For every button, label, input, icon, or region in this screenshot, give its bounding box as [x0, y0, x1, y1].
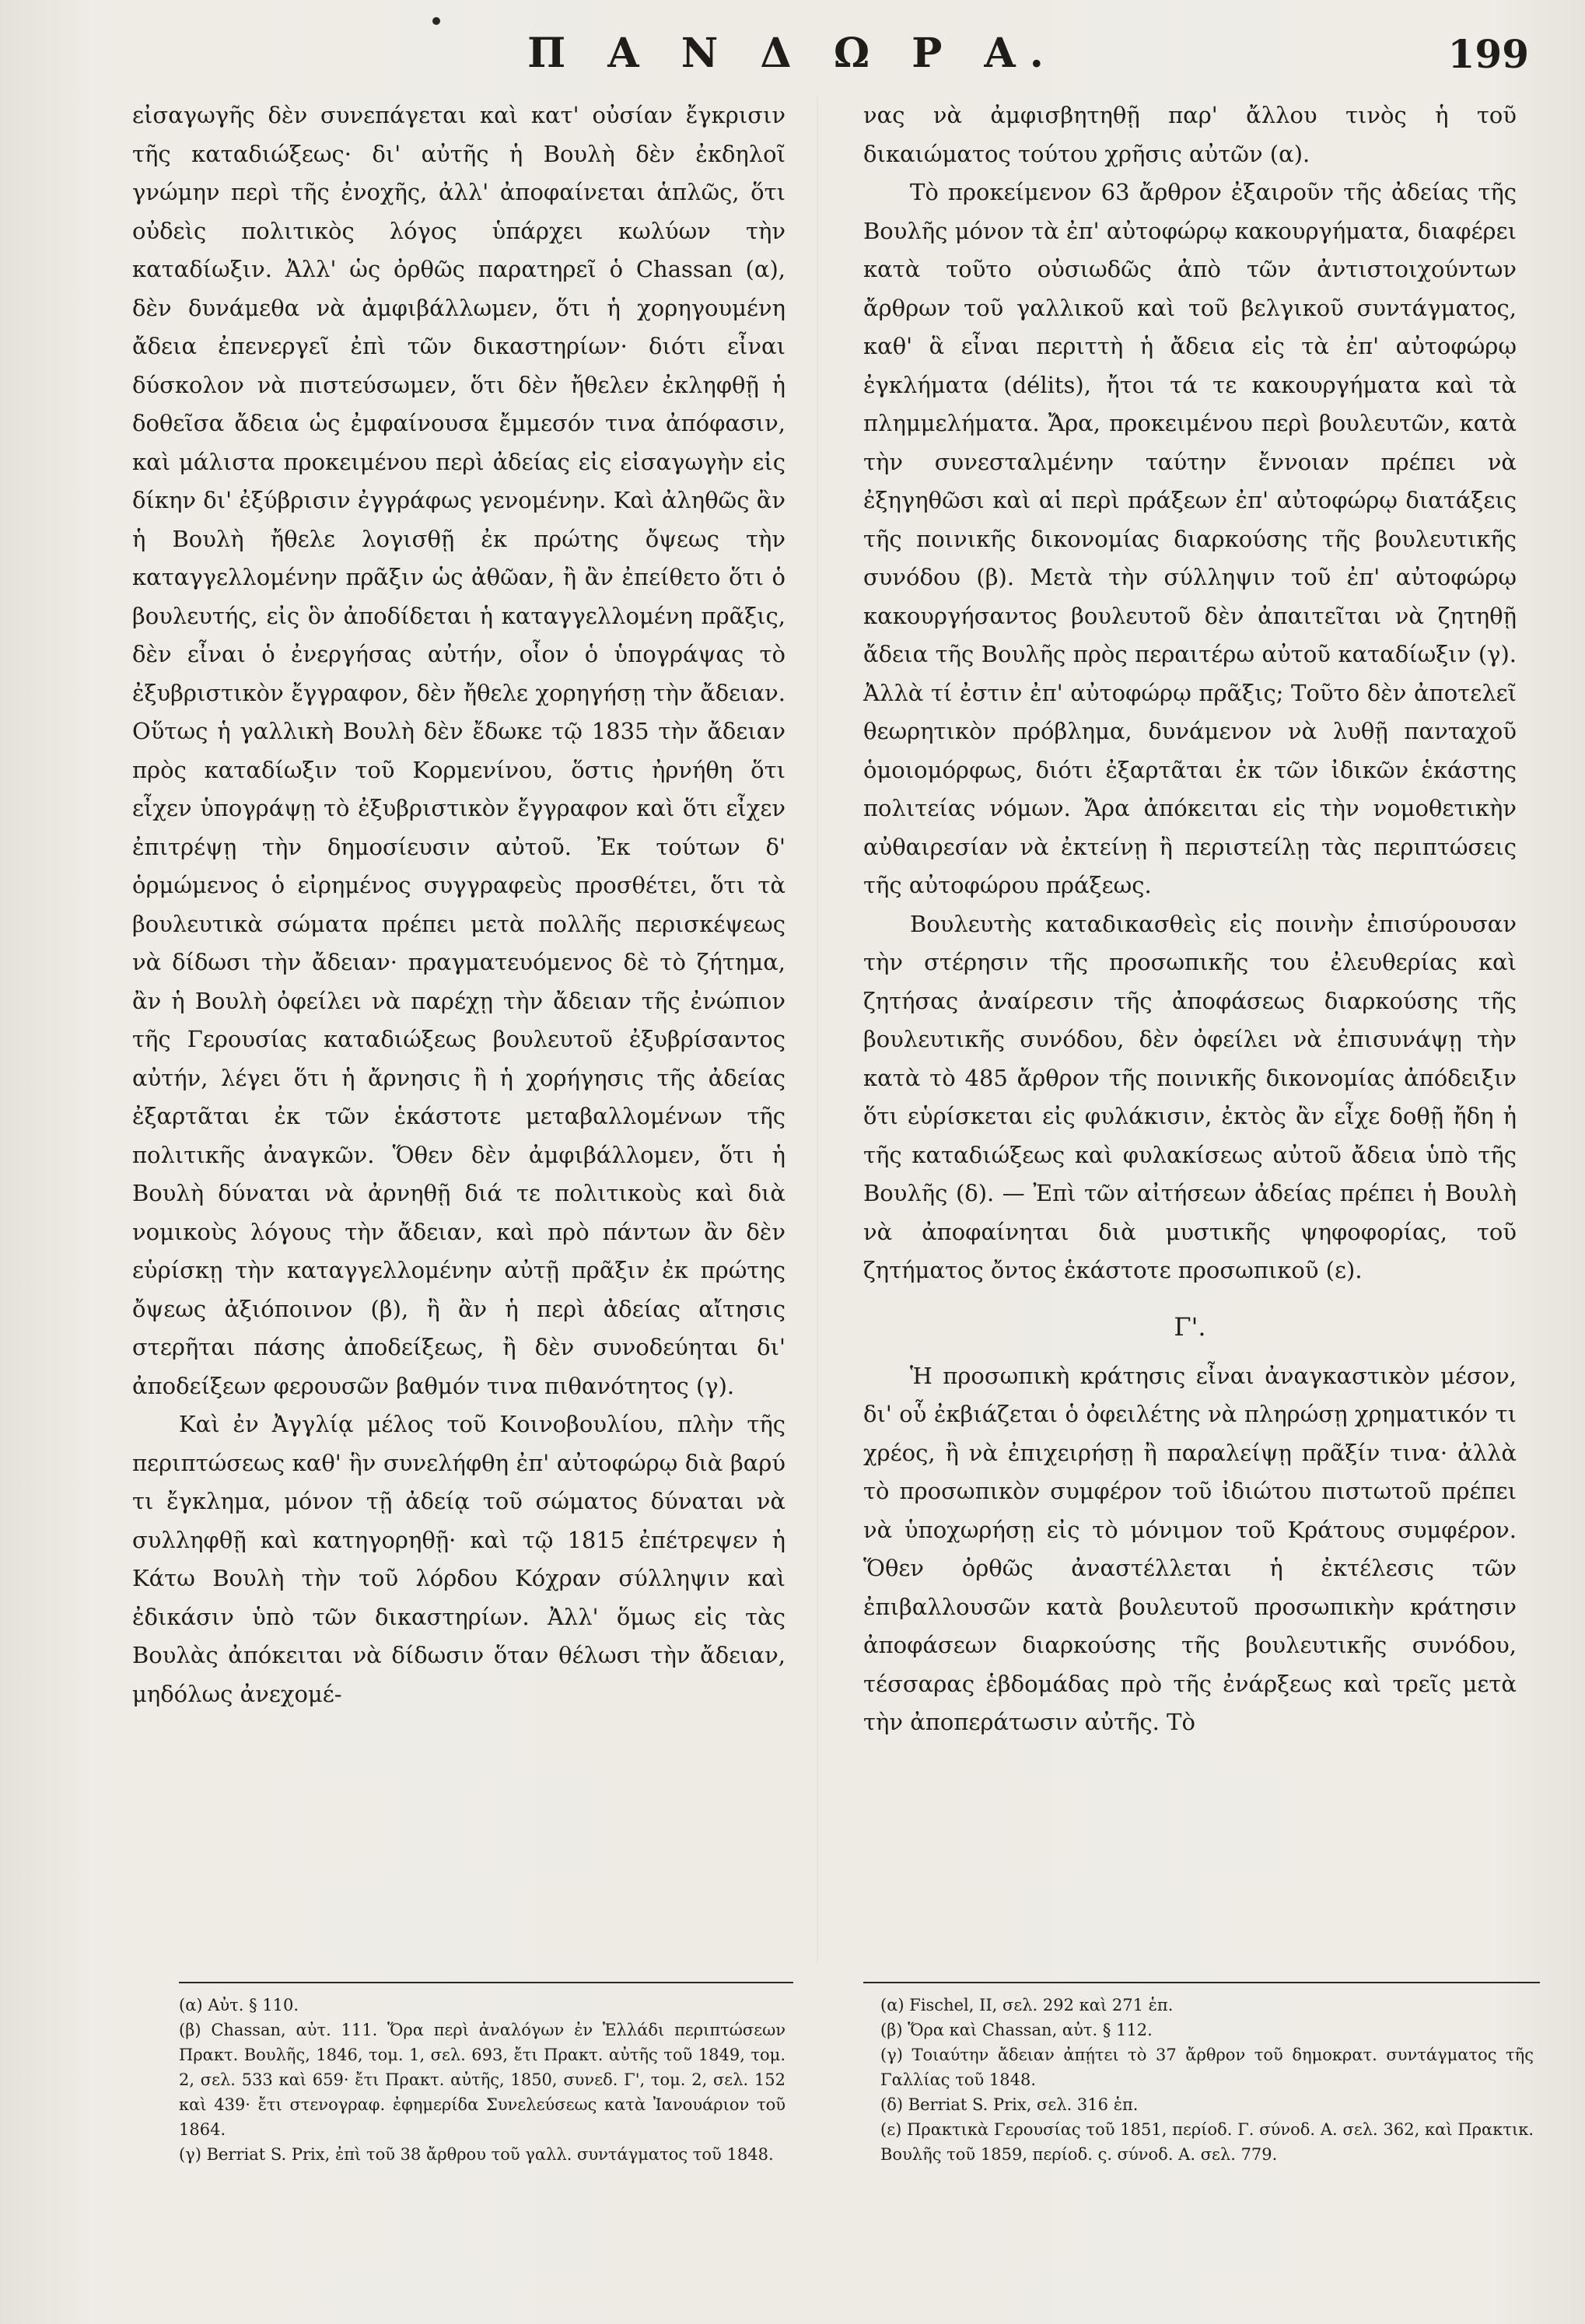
column-gutter — [817, 96, 818, 1963]
section-heading: Γ'. — [1174, 1311, 1206, 1342]
footnote-rule-right — [863, 1982, 1540, 1983]
footnote: (γ) Τοιαύτην ἄδειαν ἀπῄτει τὸ 37 ἄρθρον τοῦ δημοκρατ. συντάγματος τῆς Γαλλίας τοῦ 1848. — [880, 2046, 1534, 2089]
right-paragraph-2: Τὸ προκείμενον 63 ἄρθρον ἐξαιροῦν τῆς ἀδείας τῆς Βουλῆς μόνον τὰ ἐπ' αὐτοφώρῳ κακουργήματα, διαφέρει κατὰ τοῦτο οὐσιωδῶς ἀπὸ τῶν ἀντιστοιχούντων ἄρθρων τοῦ γαλλικοῦ καὶ τοῦ βελγικοῦ συντάγματος, καθ' ἃ εἶναι περιττὴ ἡ ἄδεια εἰς τὰ ἐπ' αὐτοφώρῳ ἐγκλήματα (délits), ἤτοι τά τε κακουργήματα καὶ τὰ πλημμελήματα. Ἄρα, προκειμένου περὶ βουλευτῶν, κατὰ τὴν συνεσταλμένην ταύτην ἔννοιαν πρέπει νὰ ἐξηγηθῶσι καὶ αἱ περὶ πράξεων ἐπ' αὐτοφώρῳ διατάξεις τῆς ποινικῆς δικονομίας διαρκούσης τῆς βουλευτικῆς συνόδου (β). Μετὰ τὴν σύλληψιν τοῦ ἐπ' αὐτοφώρῳ κακουργήσαντος βουλευτοῦ δὲν ἀπαιτεῖται νὰ ζητηθῇ ἄδεια τῆς Βουλῆς πρὸς περαιτέρω αὐτοῦ καταδίωξιν (γ). Ἀλλὰ τί ἐστιν ἐπ' αὐτοφώρῳ πρᾶξις; Τοῦτο δὲν ἀποτελεῖ θεωρητικὸν πρόβλημα, δυνάμενον νὰ λυθῇ πανταχοῦ ὁμοιομόρφως, διότι ἐξαρτᾶται ἐκ τῶν ἰδικῶν ἑκάστης πολιτείας νόμων. Ἄρα ἀπόκειται εἰς τὴν νομοθετικὴν αὐθαιρεσίαν νὰ ἐκτείνῃ ἢ περιστείλῃ τὰς περιπτώσεις τῆς αὐτοφώρου πράξεως. — [863, 179, 1517, 898]
left-paragraph-1: εἰσαγωγῆς δὲν συνεπάγεται καὶ κατ' οὐσίαν ἔγκρισιν τῆς καταδιώξεως· δι' αὐτῆς ἡ Βουλὴ δὲν ἐκδηλοῖ γνώμην περὶ τῆς ἐνοχῆς, ἀλλ' ἀποφαίνεται ἁπλῶς, ὅτι οὐδεὶς πολιτικὸς λόγος ὑπάρχει κωλύων τὴν καταδίωξιν. Ἀλλ' ὡς ὀρθῶς παρατηρεῖ ὁ Chassan (α), δὲν δυνάμεθα νὰ ἀμφιβάλλωμεν, ὅτι ἡ χορηγουμένη ἄδεια ἐπενεργεῖ ἐπὶ τῶν δικαστηρίων· διότι εἶναι δύσκολον νὰ πιστεύσωμεν, ὅτι δὲν ἤθελεν ἐκληφθῇ ἡ δοθεῖσα ἄδεια ὡς ἐμφαίνουσα ἔμμεσόν τινα ἀπόφασιν, καὶ μάλιστα προκειμένου περὶ ἀδείας εἰς εἰσαγωγὴν εἰς δίκην δι' ἐξύβρισιν ἐγγράφως γενομένην. Καὶ ἀληθῶς ἂν ἡ Βουλὴ ἤθελε λογισθῇ ἐκ πρώτης ὄψεως τὴν καταγγελλομένην πρᾶξιν ὡς ἀθῶαν, ἢ ἂν ἐπείθετο ὅτι ὁ βουλευτής, εἰς ὃν ἀποδίδεται ἡ καταγγελλομένη πρᾶξις, δὲν εἶναι ὁ ἐνεργήσας αὐτήν, οἷον ὁ ὑπογράψας τὸ ἐξυβριστικὸν ἔγγραφον, δὲν ἤθελε χορηγήσῃ τὴν ἄδειαν. Οὕτως ἡ γαλλικὴ Βουλὴ δὲν ἔδωκε τῷ 1835 τὴν ἄδειαν πρὸς καταδίωξιν τοῦ Κορμενίνου, ὅστις ἠρνήθη ὅτι εἶχεν ὑπογράψῃ τὸ ἐξυβριστικὸν ἔγγραφον καὶ ὅτι εἶχεν ἐπιτρέψῃ τὴν δημοσίευσιν αὐτοῦ. Ἐκ τούτων δ' ὁρμώμενος ὁ εἰρημένος συγγραφεὺς προσθέτει, ὅτι τὰ βουλευτικὰ σώματα πρέπει μετὰ πολλῆς περισκέψεως νὰ δίδωσι τὴν ἄδειαν· πραγματευόμενος δὲ τὸ ζήτημα, ἂν ἡ Βουλὴ ὀφείλει νὰ παρέχῃ τὴν ἄδειαν τῆς ἐνώπιον τῆς Γερουσίας καταδιώξεως βουλευτοῦ ἐξυβρίσαντος αὐτήν, λέγει ὅτι ἡ ἄρνησις ἢ ἡ χορήγησις τῆς ἀδείας ἐξαρτᾶται ἐκ τῶν ἑκάστοτε μεταβαλλομένων τῆς πολιτικῆς ἀναγκῶν. Ὅθεν δὲν ἀμφιβάλλομεν, ὅτι ἡ Βουλὴ δύναται νὰ ἀρνηθῇ διά τε πολιτικοὺς καὶ διὰ νομικοὺς λόγους τὴν ἄδειαν, καὶ πρὸ πάντων ἂν δὲν εὑρίσκῃ τὴν καταγγελλομένην αὐτῇ πρᾶξιν ἐκ πρώτης ὄψεως ἀξιόποινον (β), ἢ ἂν ἡ περὶ ἀδείας αἴτησις στερῆται πάσης ἀποδείξεως, ἢ δὲν συνοδεύηται δι' ἀποδείξεων φερουσῶν βαθμόν τινα πιθανότητος (γ). — [132, 102, 786, 1399]
footnotes-right — [880, 1993, 1534, 2167]
footnote: (α) Fischel, II, σελ. 292 καὶ 271 ἑπ. — [880, 1996, 1174, 2014]
footnote: (γ) Berriat S. Prix, ἐπὶ τοῦ 38 ἄρθρου τοῦ γαλλ. συντάγματος τοῦ 1848. — [179, 2145, 774, 2164]
left-column — [132, 96, 786, 1713]
footnote: (α) Αὐτ. § 110. — [179, 1996, 299, 2014]
right-column — [863, 96, 1517, 1742]
footnote: (β) Ὅρα καὶ Chassan, αὐτ. § 112. — [880, 2021, 1153, 2039]
right-section-paragraph-1: Ἡ προσωπικὴ κράτησις εἶναι ἀναγκαστικὸν μέσον, δι' οὗ ἐκβιάζεται ὁ ὀφειλέτης νὰ πληρώσῃ χρηματικόν τι χρέος, ἢ νὰ ἐπιχειρήσῃ ἢ παραλείψῃ πρᾶξίν τινα· ἀλλὰ τὸ προσωπικὸν συμφέρον τοῦ ἰδιώτου πιστωτοῦ πρέπει νὰ ὑποχωρήσῃ εἰς τὸ μόνιμον τοῦ Κράτους συμφέρον. Ὅθεν ὀρθῶς ἀναστέλλεται ἡ ἐκτέλεσις τῶν ἐπιβαλλουσῶν κατὰ βουλευτοῦ προσωπικὴν κράτησιν ἀποφάσεων διαρκούσης τῆς βουλευτικῆς συνόδου, τέσσαρας ἑβδομάδας πρὸ τῆς ἐνάρξεως καὶ τρεῖς μετὰ τὴν ἀποπεράτωσιν αὐτῆς. Τὸ — [863, 1362, 1517, 1735]
right-paragraph-3: Βουλευτὴς καταδικασθεὶς εἰς ποινὴν ἐπισύρουσαν τὴν στέρησιν τῆς προσωπικῆς του ἐλευθερίας καὶ ζητήσας ἀναίρεσιν τῆς ἀποφάσεως διαρκούσης τῆς βουλευτικῆς συνόδου, δὲν ὀφείλει νὰ ἐπισυνάψῃ τὴν κατὰ τὸ 485 ἄρθρον τῆς ποινικῆς δικονομίας ἀπόδειξιν ὅτι εὑρίσκεται εἰς φυλάκισιν, ἐκτὸς ἂν εἶχε δοθῇ ἤδη ἡ τῆς καταδιώξεως καὶ φυλακίσεως αὐτοῦ ἄδεια ὑπὸ τῆς Βουλῆς (δ). — Ἐπὶ τῶν αἰτήσεων ἀδείας πρέπει ἡ Βουλὴ νὰ ἀποφαίνηται διὰ μυστικῆς ψηφοφορίας, τοῦ ζητήματος ὄντος ἑκάστοτε προσωπικοῦ (ε). — [863, 910, 1517, 1283]
right-paragraph-1: νας νὰ ἀμφισβητηθῇ παρ' ἄλλου τινὸς ἡ τοῦ δικαιώματος τούτου χρῆσις αὐτῶν (α). — [863, 102, 1517, 167]
page-number: 199 — [1447, 31, 1529, 77]
footnotes-left — [179, 1993, 786, 2167]
footnote: (δ) Berriat S. Prix, σελ. 316 ἑπ. — [880, 2095, 1139, 2114]
running-title: Π Α Ν Δ Ω Ρ Α. — [527, 30, 1058, 77]
ink-dot — [432, 17, 440, 25]
left-paragraph-2: Καὶ ἐν Ἀγγλίᾳ μέλος τοῦ Κοινοβουλίου, πλὴν τῆς περιπτώσεως καθ' ἣν συνελήφθη ἐπ' αὐτοφώρῳ διὰ βαρύ τι ἔγκλημα, μόνον τῇ ἀδείᾳ τοῦ σώματος δύναται νὰ συλληφθῇ καὶ κατηγορηθῇ· καὶ τῷ 1815 ἐπέτρεψεν ἡ Κάτω Βουλὴ τὴν τοῦ λόρδου Κόχραν σύλληψιν καὶ ἐδικάσιν ὑπὸ τῶν δικαστηρίων. Ἀλλ' ὅμως εἰς τὰς Βουλὰς ἀπόκειται νὰ δίδωσιν ὅταν θέλωσι τὴν ἄδειαν, μηδόλως ἀνεχομέ- — [132, 1411, 786, 1707]
footnote: (ε) Πρακτικὰ Γερουσίας τοῦ 1851, περίοδ. Γ. σύνοδ. Α. σελ. 362, καὶ Πρακτικ. Βουλῆς τοῦ 1859, περίοδ. ς. σύνοδ. Α. σελ. 779. — [880, 2120, 1534, 2164]
footnote-rule-left — [179, 1982, 793, 1983]
footnote: (β) Chassan, αὐτ. 111. Ὅρα περὶ ἀναλόγων ἐν Ἑλλάδι περιπτώσεων Πρακτ. Βουλῆς, 1846, τομ. 1, σελ. 693, ἔτι Πρακτ. αὐτῆς τοῦ 1849, τομ. 2, σελ. 533 καὶ 659· ἔτι Πρακτ. αὐτῆς, 1850, συνεδ. Γ', τομ. 2, σελ. 152 καὶ 439· ἔτι στενογραφ. ἐφημερίδα Συνελεύσεως κατὰ Ἰανουάριον τοῦ 1864. — [179, 2021, 786, 2139]
